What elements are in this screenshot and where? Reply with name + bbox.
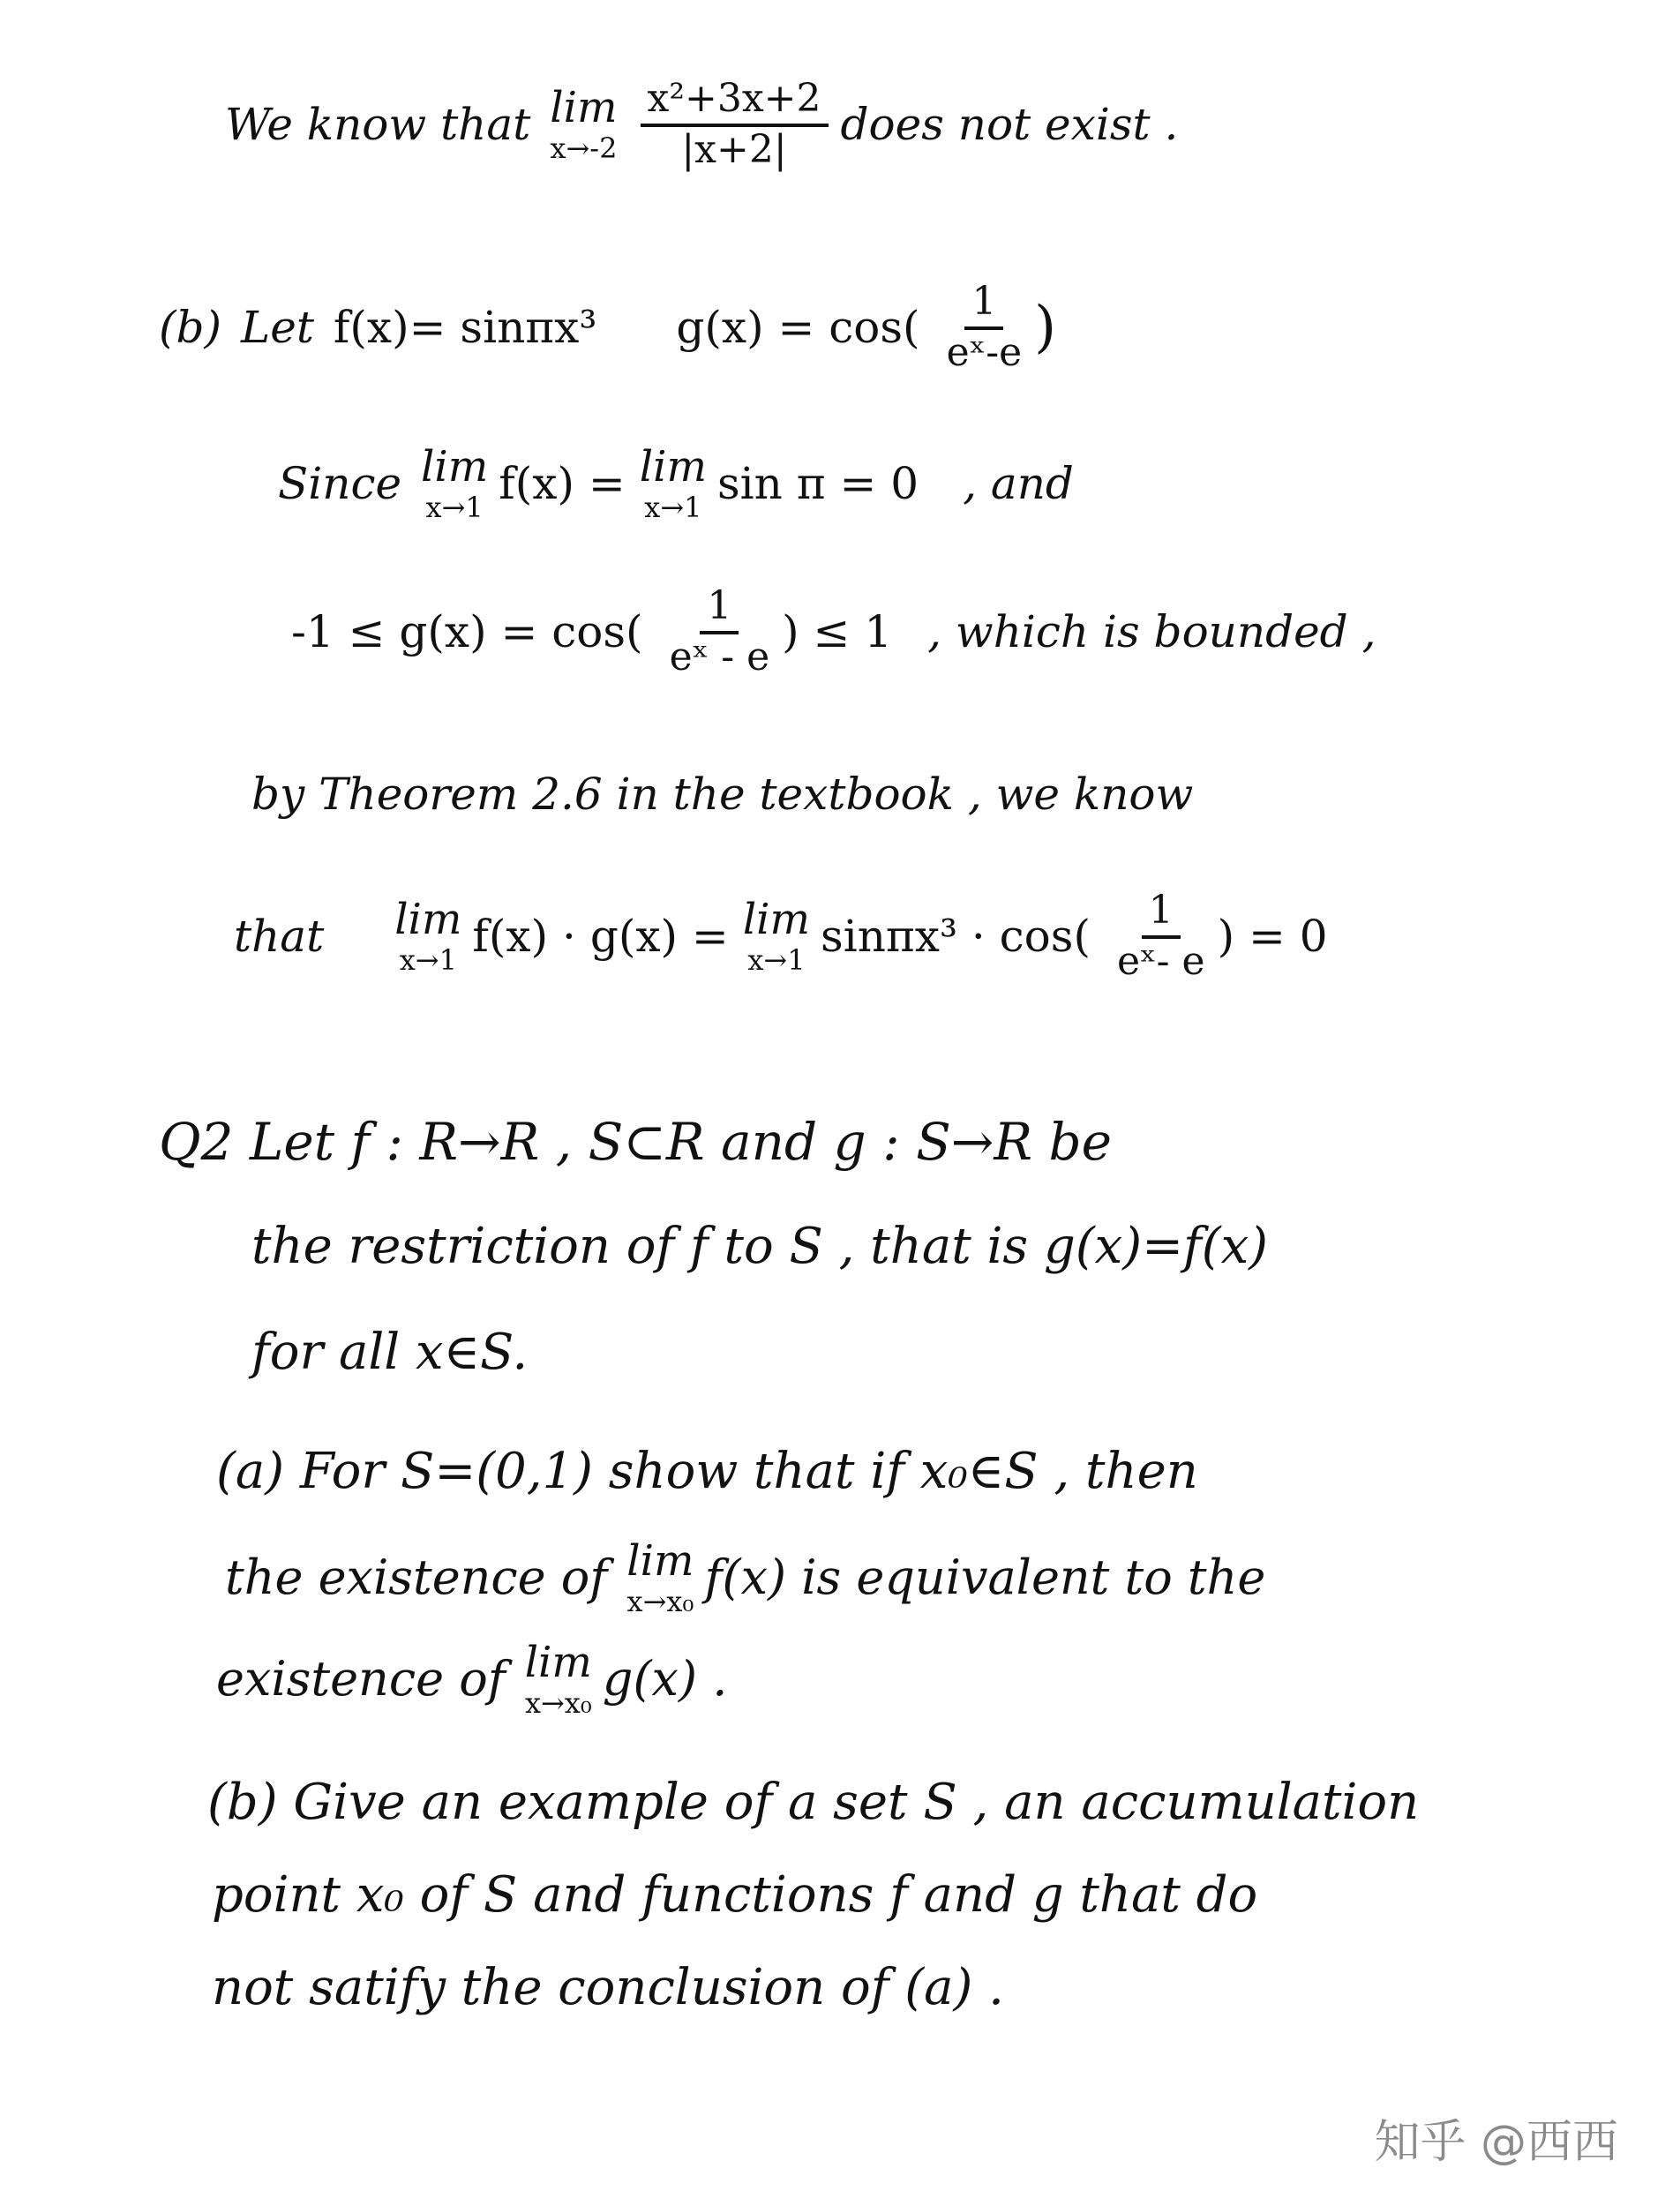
g-close-paren: ) <box>1034 295 1057 360</box>
qa-text-3-prefix: existence of <box>216 1651 506 1707</box>
text-that: that <box>234 911 325 962</box>
text-does-not-exist: does not exist . <box>840 99 1179 150</box>
qb-text-1: (b) Give an example of a set S , an accumulation <box>207 1774 1420 1831</box>
text-and: , and <box>963 458 1074 509</box>
line-limit-not-exist <box>225 76 1197 172</box>
qb-line-1 <box>207 1774 1420 1831</box>
f-definition: f(x)= sinπx³ <box>333 302 597 353</box>
expr-sin-cos: sinπx³ · cos( <box>821 911 1091 962</box>
line-part-b-definitions <box>159 279 1057 375</box>
text-let: Let <box>241 302 314 353</box>
q2-line-2 <box>251 1218 1269 1275</box>
qa-limit-f: lim x→x₀ <box>626 1536 694 1618</box>
fraction: $\frac{\text{x²+3x+2}}{|x+2|}$ <box>641 79 829 169</box>
q2-line-3 <box>251 1324 529 1381</box>
expr-sin: sin π = 0 <box>717 458 919 509</box>
qb-text-3: not satify the conclusion of (a) . <box>212 1959 1004 2016</box>
text-by-theorem: by Theorem 2.6 in the textbook , we know <box>251 769 1194 820</box>
limit-f: lim x→1 <box>421 442 489 524</box>
qa-line-1 <box>216 1443 1198 1500</box>
expr-f: f(x) = <box>499 458 626 509</box>
limit-product-2: lim x→1 <box>742 895 811 977</box>
limit-sin: lim x→1 <box>639 442 707 524</box>
qa-line-3 <box>216 1638 728 1720</box>
limit-expression: lim x→-2 <box>550 83 618 165</box>
qa-line-2 <box>225 1536 1266 1618</box>
q2-text-1: Q2 Let f : R→R , S⊂R and g : S→R be <box>159 1112 1112 1172</box>
bound-fraction: $\frac{1}{\text{eˣ - e}}$ <box>669 583 770 679</box>
qa-text-1: (a) For S=(0,1) show that if x₀∈S , then <box>216 1443 1198 1500</box>
bound-suffix: ) ≤ 1 <box>782 606 893 657</box>
line-product-limit <box>234 888 1342 984</box>
line-by-theorem <box>251 769 1212 820</box>
qb-line-3 <box>212 1959 1004 2016</box>
g-definition-prefix: g(x) = cos( <box>676 302 920 353</box>
q2-text-3: for all x∈S. <box>251 1324 529 1381</box>
qa-text-2-prefix: the existence of <box>225 1549 608 1605</box>
text-we-know-that: We know that <box>225 99 531 150</box>
qa-limit-g: lim x→x₀ <box>524 1638 592 1720</box>
expr-equals-zero: ) = 0 <box>1217 911 1328 962</box>
qb-text-2: point x₀ of S and functions f and g that do <box>212 1866 1258 1924</box>
limit-product: lim x→1 <box>394 895 462 977</box>
line-bounded <box>291 583 1395 679</box>
bound-prefix: -1 ≤ g(x) = cos( <box>291 606 643 657</box>
g-fraction: $\frac{1}{\text{eˣ-e}}$ <box>946 279 1023 375</box>
watermark-zhihu: 知乎 @西西 <box>1374 2116 1618 2169</box>
line-since-limit <box>278 442 1093 524</box>
q2-line-1 <box>159 1112 1112 1172</box>
label-b: (b) <box>159 302 222 353</box>
expr-product: f(x) · g(x) = <box>472 911 729 962</box>
qa-text-2-suffix: f(x) is equivalent to the <box>704 1549 1266 1605</box>
text-which-is-bounded: , which is bounded , <box>927 606 1376 657</box>
product-fraction: $\frac{1}{\text{eˣ- e}}$ <box>1116 888 1205 984</box>
qb-line-2 <box>212 1866 1258 1924</box>
qa-text-3-suffix: g(x) . <box>602 1651 728 1707</box>
q2-text-2: the restriction of f to S , that is g(x)=f(x) <box>251 1218 1269 1275</box>
text-since: Since <box>278 458 402 509</box>
